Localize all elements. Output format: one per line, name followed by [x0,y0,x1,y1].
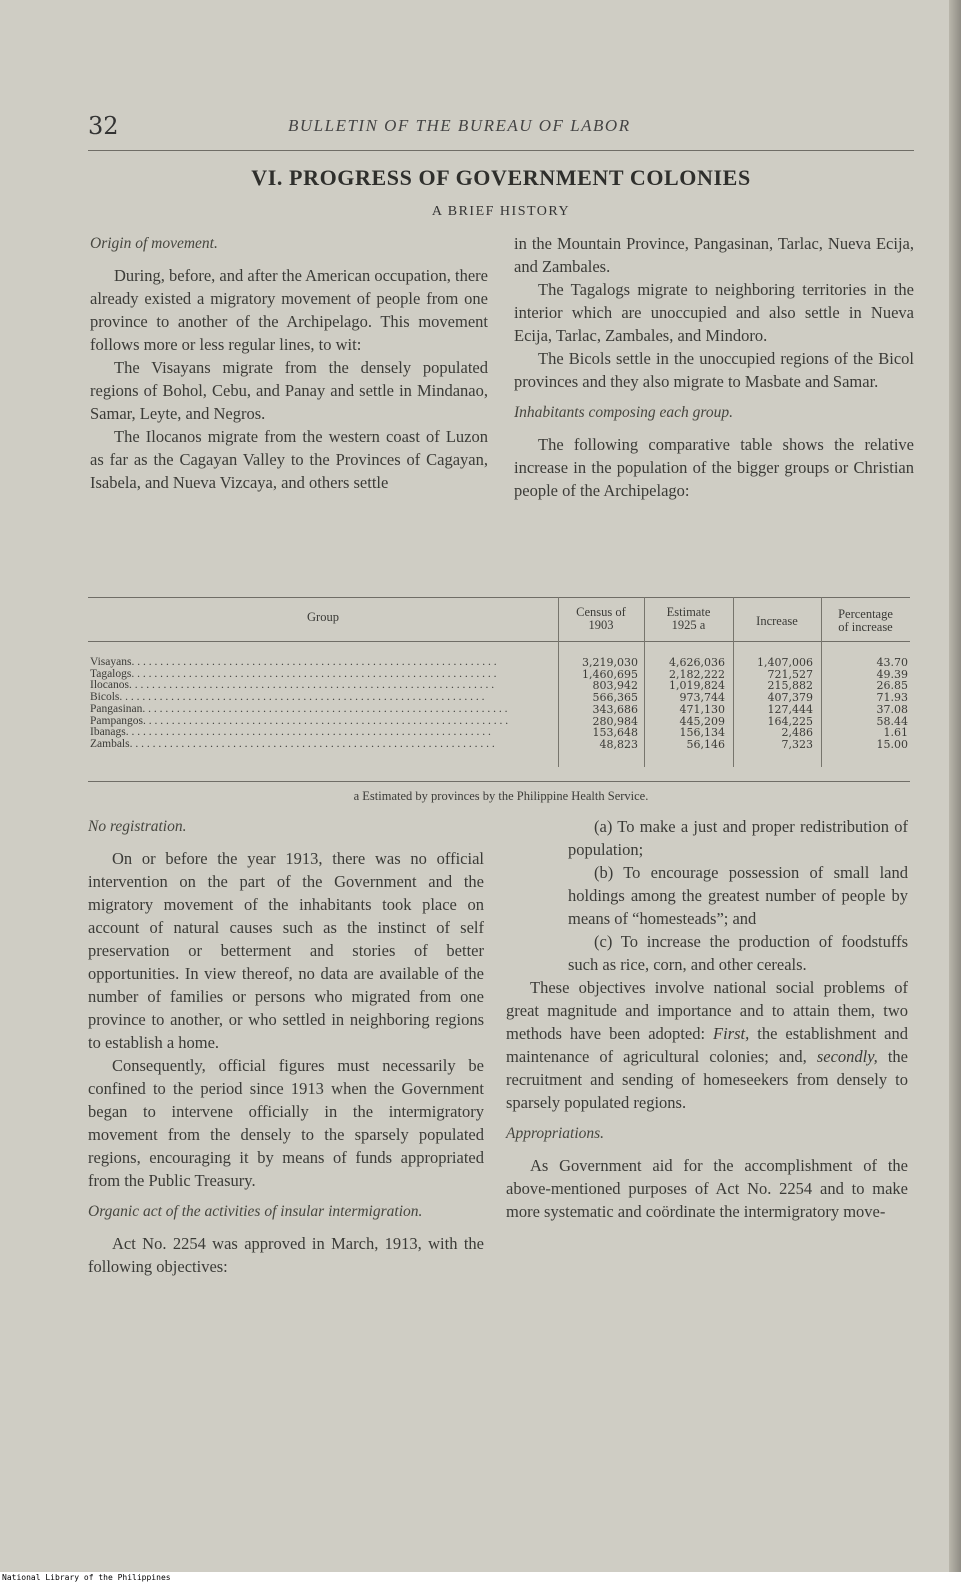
percentage-column [821,657,908,751]
paragraph: The Tagalogs migrate to neighboring territories in the interior which are unoccupied and also settle in Nueva Ecija, Tarlac, Zambales, and Mindoro. [514,280,914,345]
table-cell-percentage: 26.85 [876,680,908,693]
table-cell-percentage: 43.70 [876,657,908,669]
paragraph: On or before the year 1913, there was no official intervention on the part of the Government and the migratory movement of the inhabitants took place on account of natural causes such as the instinct of self preservation or betterment and stories of better opportunities. In view thereof, no data are available of the number of families or persons who migrated from one province to another, or who settled in neighboring regions to establish a home. [88,849,484,1052]
table-top-rule [88,597,910,598]
table-cell-group: Visayans. . . . . . . . . . . . . . . . . . . . . . . . . . . . . . . . . . . . . . . . . . . . . . . . . . . . . . . . . . . . . . . . [90,657,497,668]
table-cell-percentage: 37.08 [876,703,908,716]
header-group: Group [307,610,339,624]
table-cell-percentage: 58.44 [876,715,908,728]
table-cell-census: 803,942 [592,680,638,693]
header-increase: Increase [756,614,798,628]
table-cell-increase: 407,379 [767,692,813,704]
table-bottom-rule [88,781,910,782]
running-head [88,110,914,150]
table-header-rule [88,641,910,642]
paragraph: The Bicols settle in the unoccupied regions of the Bicol provinces and they also migrate to Masbate and Samar. [514,349,914,391]
table-cell-percentage: 71.93 [876,692,908,704]
column-4 [506,815,908,1223]
table-cell-census: 566,365 [592,692,638,704]
table-cell-group: Tagalogs. . . . . . . . . . . . . . . . . . . . . . . . . . . . . . . . . . . . . . . . . . . . . . . . . . . . . . . . . . . . . . . . [90,668,497,680]
paragraph: The Visayans migrate from the densely populated regions of Bohol, Cebu, and Panay and settle in Mindanao, Samar, Leyte, and Negros. [90,358,488,423]
table-cell-percentage: 1.61 [883,727,908,739]
column-2 [514,232,914,502]
table-cell-increase: 164,225 [767,715,813,728]
table-cell-increase: 1,407,006 [757,657,813,669]
table-cell-increase: 215,882 [767,680,813,693]
heading-organic-act: Organic act of the activities of insular intermigration. [88,1203,423,1220]
table-cell-group: Ilocanos. . . . . . . . . . . . . . . . . . . . . . . . . . . . . . . . . . . . . . . . . . . . . . . . . . . . . . . . . . . . . . . . [90,680,495,692]
table-cell-increase: 127,444 [767,703,813,716]
table-cell-census: 48,823 [599,738,638,751]
header-estimate: Estimate 1925 a [666,605,711,632]
paragraph: As Government aid for the accomplishment of the above-mentioned purposes of Act No. 2254 and to make more systematic and coördinate the intermigratory move- [506,1156,908,1221]
paragraph-continuation: in the Mountain Province, Pangasinan, Tarlac, Nueva Ecija, and Zambales. [514,234,914,276]
paragraph: Act No. 2254 was approved in March, 1913, with the following objectives: [88,1234,484,1276]
table-cell-estimate: 156,134 [679,727,725,739]
table-cell-group: Pangasinan. . . . . . . . . . . . . . . . . . . . . . . . . . . . . . . . . . . . . . . . . . . . . . . . . . . . . . . . . . . . . . . . [90,703,508,715]
heading-appropriations: Appropriations. [506,1125,605,1142]
table-cell-census: 280,984 [592,715,638,728]
table-cell-estimate: 445,209 [679,715,725,728]
table-cell-estimate: 56,146 [686,738,725,751]
heading-inhabitants: Inhabitants composing each group. [514,404,733,421]
paragraph-objectives: These objectives involve national social problems of great magnitude and importance and to attain them, two methods have been adopted: First, the establishment and maintenance of agricultural colonies; and, secondly, the recruitment and sending of homeseekers from densely to sparsely populated regions. [506,978,908,1112]
objective-item: (a) To make a just and proper redistribution of population; [568,817,908,859]
column-3 [88,815,484,1278]
heading-origin-of-movement: Origin of movement. [90,235,218,252]
table-cell-increase: 721,527 [767,668,813,681]
table-cell-group: Ibanags. . . . . . . . . . . . . . . . . . . . . . . . . . . . . . . . . . . . . . . . . . . . . . . . . . . . . . . . . . . . . . . . [90,727,491,739]
heading-no-registration: No registration. [88,818,187,835]
journal-title: BULLETIN OF THE BUREAU OF LABOR [288,116,631,135]
objective-item: (c) To increase the production of foodstuffs such as rice, corn, and other cereals. [568,932,908,974]
header-rule [88,150,914,151]
table-cell-census: 1,460,695 [582,668,638,681]
table-cell-estimate: 4,626,036 [669,657,725,669]
table-cell-group: Pampangos. . . . . . . . . . . . . . . . . . . . . . . . . . . . . . . . . . . . . . . . . . . . . . . . . . . . . . . . . . . . . . . . [90,715,509,727]
objective-item: (b) To encourage possession of small land holdings among the greatest number of people by means of “homesteads”; and [568,863,908,928]
table-cell-group: Zambals. . . . . . . . . . . . . . . . . . . . . . . . . . . . . . . . . . . . . . . . . . . . . . . . . . . . . . . . . . . . . . . . [90,738,495,750]
paragraph: Consequently, official figures must necessarily be confined to the period since 1913 when the Government began to intervene officially in the intermigratory movement from the densely to the sparsely populated regions, encouraging it by means of funds appropriated from the Public Treasury. [88,1056,484,1190]
estimate-column [644,657,725,751]
increase-column [733,657,813,751]
table-footnote: a Estimated by provinces by the Philippine Health Service. [353,789,649,803]
table-cell-census: 153,648 [592,727,638,739]
table-cell-estimate: 973,744 [679,692,725,704]
table-cell-census: 3,219,030 [582,657,638,669]
table-cell-estimate: 1,019,824 [669,680,725,693]
objectives-list [568,815,908,976]
paragraph: The Ilocanos migrate from the western coast of Luzon as far as the Cagayan Valley to the Provinces of Cagayan, Isabela, and Nueva Vizcaya, and others settle [90,427,488,492]
table-cell-increase: 7,323 [781,738,813,751]
library-credit: National Library of the Philippines [2,1573,171,1582]
chapter-title: VI. PROGRESS OF GOVERNMENT COLONIES [251,165,751,190]
section-subtitle: A BRIEF HISTORY [431,204,571,219]
header-percentage: Percentage of increase [838,607,893,634]
page-number: 32 [88,112,119,140]
table-cell-census: 343,686 [592,703,638,716]
header-census: Census of 1903 [576,605,626,632]
table-cell-estimate: 2,182,222 [669,668,725,681]
population-table [88,597,910,782]
paragraph: During, before, and after the American occupation, there already existed a migratory movement of people from one province to another of the Archipelago. This movement follows more or less regular lines, to wit: [90,266,488,354]
table-cell-increase: 2,486 [781,727,813,739]
paragraph: The following comparative table shows the relative increase in the population of the bigger groups or Christian people of the Archipelago: [514,435,914,500]
table-cell-percentage: 49.39 [876,668,908,681]
table-cell-estimate: 471,130 [679,703,725,716]
table-cell-group: Bicols. . . . . . . . . . . . . . . . . . . . . . . . . . . . . . . . . . . . . . . . . . . . . . . . . . . . . . . . . . . . . . . . [90,692,485,704]
table-cell-percentage: 15.00 [876,738,908,751]
census-column [558,657,638,751]
book-spine-shadow [949,0,961,1572]
group-column [90,657,554,751]
column-1 [90,232,488,494]
